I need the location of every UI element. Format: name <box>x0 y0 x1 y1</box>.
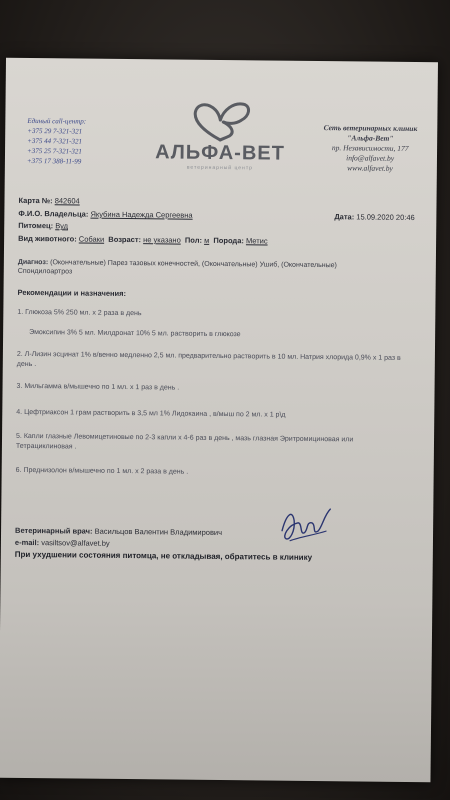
clinic-email: info@alfavet.by <box>346 153 395 163</box>
card-label: Карта №: <box>18 195 53 206</box>
pet-label: Питомец: <box>18 220 54 231</box>
animal-info-row <box>18 234 268 246</box>
rec-item-1: 1. Глюкоза 5% 250 мл. х 2 раза в день <box>17 308 142 318</box>
owner-label: Ф.И.О. Владельца: <box>18 208 89 219</box>
diagnosis-block <box>18 258 337 279</box>
signature-icon <box>276 501 337 552</box>
recommendations-list <box>15 304 422 528</box>
rec-item-6: 6. Преднизолон в/мышечно по 1 мл. х 2 раза в день . <box>15 466 189 476</box>
clinic-logo <box>145 99 296 172</box>
rec-item-3: 3. Мильгамма в/мышечно по 1 мл. х 1 раз в день . <box>16 382 180 392</box>
vet-email-label: e-mail: <box>14 537 40 548</box>
vet-prescription-sheet <box>0 58 438 782</box>
phone-3: +375 25 7-321-321 <box>26 146 82 156</box>
rec-item-1b: Эмоксипин 3% 5 мл. Милдронат 10% 5 мл. растворить в глюкозе <box>29 328 241 339</box>
vet-label: Ветеринарный врач: <box>15 525 93 536</box>
worsening-warning: При ухудшении состояния питомца, не откладывая, обратитесь в клинику <box>14 549 313 562</box>
rec-item-5: 5. Капли глазные Левомицетиновые по 2-3 капли х 4-6 раз в день , мазь глазная Эритромициновая или Тетрациклиновая . <box>15 432 354 450</box>
vet-row <box>15 526 222 537</box>
diagnosis-text-line1: (Окончательные) Парез тазовых конечностей, (Окончательные) Ушиб, (Окончательные) <box>50 259 337 270</box>
sex-value: м <box>204 235 210 245</box>
rec-item-2: 2. Л-Лизин эсцинат 1% в/венно медленно 2,5 мл. предварительно растворить в 10 мл. Натрия хлорида 0,9% х 1 раз в день . <box>16 350 401 368</box>
recommendations-title: Рекомендации и назначения: <box>17 287 127 299</box>
doctor-signature <box>276 501 337 557</box>
age-label: Возраст: <box>108 234 142 245</box>
clinic-site: www.alfavet.by <box>347 163 393 173</box>
breed-value: Метис <box>245 236 268 246</box>
network-line2: "Альфа-Вет" <box>347 133 394 143</box>
phone-1: +375 29 7-321-321 <box>27 126 83 136</box>
diagnosis-label: Диагноз: <box>17 258 49 267</box>
owner-value: Якубина Надежда Сергеевна <box>90 209 193 220</box>
clinic-address: пр. Независимости, 177 <box>331 143 409 153</box>
vet-name: Васильцов Валентин Владимирович <box>94 526 223 538</box>
vet-email-value: vasiltsov@alfavet.by <box>41 538 110 548</box>
logo-subtitle: ветеринарный центр <box>186 164 253 172</box>
card-number-row <box>18 196 79 206</box>
vet-email-row <box>15 538 110 548</box>
network-line1: Сеть ветеринарных клиник <box>323 123 418 134</box>
heart-butterfly-icon <box>185 100 255 145</box>
date-row <box>334 212 414 222</box>
phone-2: +375 44 7-321-321 <box>27 136 83 146</box>
rec-item-4: 4. Цефтриаксон 1 грам растворить в 3,5 мл 1% Лидокаина , в/мыш по 2 мл. х 1 р\д <box>16 408 286 419</box>
pet-row <box>18 221 68 231</box>
callcenter-block <box>27 116 86 167</box>
pet-value: Вуд <box>55 221 69 231</box>
phone-4: +375 17 388-11-99 <box>26 156 82 166</box>
date-value: 15.09.2020 20:46 <box>356 212 415 223</box>
breed-label: Порода: <box>213 235 244 246</box>
date-label: Дата: <box>334 212 355 222</box>
sex-label: Пол: <box>184 235 203 245</box>
age-value: не указано <box>143 235 181 245</box>
species-value: Собаки <box>78 234 105 244</box>
network-block <box>323 123 417 174</box>
diagnosis-text-line2: Спондилоартроз <box>17 267 73 276</box>
callcenter-title: Единый call-центр: <box>27 116 87 126</box>
logo-name: АЛЬФА-ВЕТ <box>155 141 286 165</box>
owner-row <box>18 209 192 220</box>
card-number: 842604 <box>54 196 80 206</box>
species-label: Вид животного: <box>18 233 77 244</box>
